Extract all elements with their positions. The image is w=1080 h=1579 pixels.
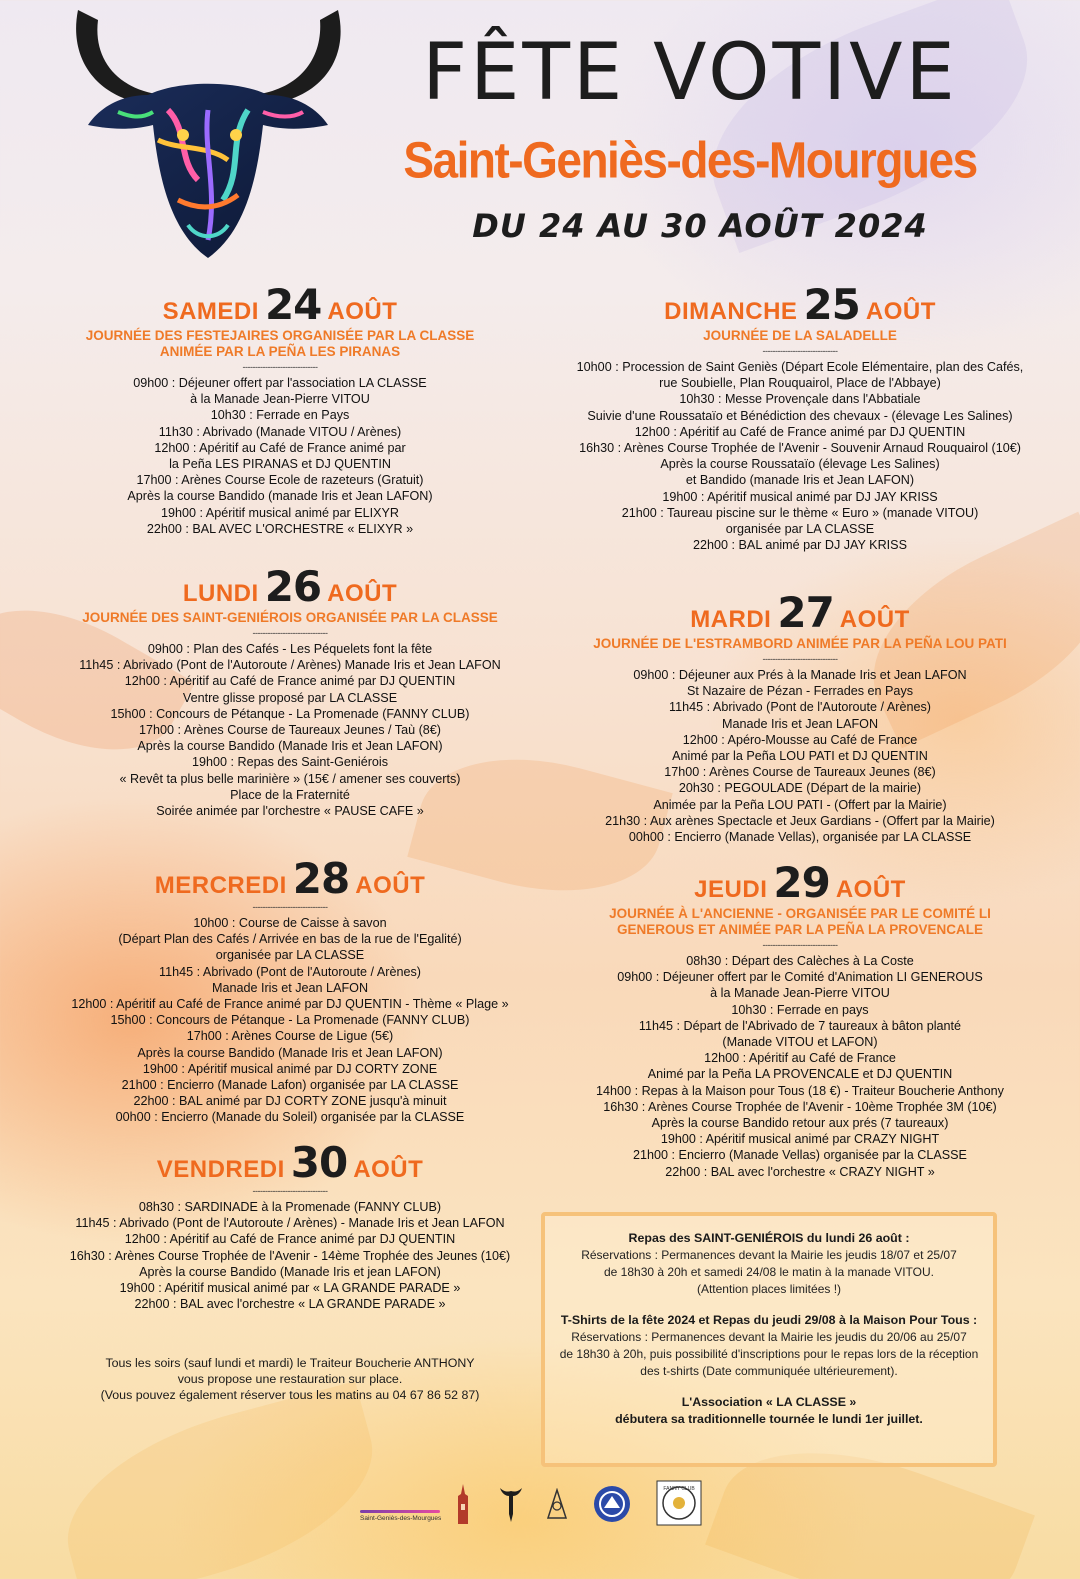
- schedule-line: 22h00 : BAL avec l'orchestre « CRAZY NIGHT »: [665, 1164, 935, 1179]
- day-block-vendredi: [20, 1138, 560, 1312]
- day-heading: [20, 280, 540, 329]
- schedule-line: rue Soubielle, Plan Rouquairol, Place de l'Abbaye): [659, 376, 941, 391]
- day-block-mercredi: [20, 854, 560, 1126]
- schedule-line: 08h30 : SARDINADE à la Promenade (FANNY CLUB): [138, 1200, 442, 1214]
- schedule-line: organisée par LA CLASSE: [725, 522, 875, 537]
- day-heading: [20, 562, 560, 611]
- schedule-line: Après la course Roussataïo (élevage Les Salines): [660, 457, 940, 472]
- month-name: AOÛT: [355, 872, 426, 899]
- schedule-list: [20, 641, 560, 819]
- schedule-line: (Manade VITOU et LAFON): [722, 1035, 878, 1050]
- schedule-line: 00h00 : Encierro (Manade du Soleil) organisée par la CLASSE: [115, 1110, 465, 1125]
- schedule-line: 11h45 : Abrivado (Pont de l'Autoroute / Arènes): [159, 964, 421, 979]
- town-logo: Saint-Geniès-des-Mourgues: [360, 1510, 440, 1522]
- schedule-line: 22h00 : BAL AVEC L'ORCHESTRE « ELIXYR »: [146, 521, 414, 536]
- day-name: MARDI: [690, 606, 772, 633]
- separator: ------------------------------: [252, 1186, 328, 1196]
- schedule-line: 10h00 : Course de Caisse à savon: [193, 916, 387, 930]
- schedule-line: St Nazaire de Pézan - Ferrades en Pays: [686, 684, 914, 699]
- schedule-list: [530, 359, 1070, 553]
- day-heading: [20, 854, 560, 903]
- repas-line: Réservations : Permanences devant la Mairie les jeudis 18/07 et 25/07: [581, 1248, 957, 1262]
- schedule-line: 17h00 : Arènes Course Ecole de razeteurs (Gratuit): [136, 473, 424, 488]
- schedule-line: 09h00 : Déjeuner aux Prés à la Manade Iris et Jean LAFON: [633, 668, 967, 682]
- schedule-line: 10h00 : Procession de Saint Geniès (Départ Ecole Elémentaire, plan des Cafés,: [576, 360, 1024, 374]
- bull-head-illustration: [58, 0, 358, 262]
- schedule-line: 09h00 : Déjeuner offert par l'association LA CLASSE: [133, 376, 427, 390]
- schedule-line: Animée par la Peña LOU PATI - (Offert par la Mairie): [653, 797, 947, 812]
- schedule-line: 15h00 : Concours de Pétanque - La Promenade (FANNY CLUB): [110, 1013, 470, 1028]
- association-title: L'Association « LA CLASSE »: [681, 1395, 857, 1409]
- day-subtitle: JOURNÉE DES SAINT-GENIÉROIS ORGANISÉE PAR LA CLASSE: [82, 610, 498, 625]
- schedule-line: (Départ Plan des Cafés / Arrivée en bas de la rue de l'Egalité): [118, 932, 462, 947]
- schedule-line: 12h00 : Apéritif au Café de France animé par DJ QUENTIN - Thème « Plage »: [71, 997, 509, 1012]
- schedule-line: 08h30 : Départ des Calèches à La Coste: [686, 954, 914, 968]
- schedule-line: 12h00 : Apéritif au Café de France animé par: [154, 440, 406, 455]
- schedule-line: 20h30 : PEGOULADE (Départ de la mairie): [678, 781, 922, 796]
- town-name: Saint-Geniès-des-Mourgues: [403, 131, 977, 189]
- schedule-line: 22h00 : BAL animé par DJ JAY KRISS: [693, 538, 907, 553]
- schedule-line: 17h00 : Arènes Course de Taureaux Jeunes / Taù (8€): [139, 723, 441, 738]
- schedule-line: 19h00 : Apéritif musical animé par ELIXYR: [160, 505, 399, 520]
- schedule-line: 19h00 : Apéritif musical animé par DJ CORTY ZONE: [142, 1061, 438, 1076]
- schedule-line: organisée par LA CLASSE: [215, 948, 365, 963]
- day-block-dimanche: [530, 280, 1070, 553]
- day-block-lundi: [20, 562, 560, 819]
- schedule-line: 11h45 : Départ de l'Abrivado de 7 taureaux à bâton planté: [638, 1018, 962, 1033]
- schedule-line: à la Manade Jean-Pierre VITOU: [710, 986, 890, 1001]
- schedule-line: Après la course Bandido retour aux prés (7 taureaux): [651, 1116, 949, 1131]
- schedule-line: 22h00 : BAL avec l'orchestre « LA GRANDE PARADE »: [134, 1297, 446, 1312]
- schedule-line: Animé par la Peña LA PROVENCALE et DJ QUENTIN: [647, 1067, 953, 1082]
- day-number: 28: [292, 854, 350, 903]
- fanny-club-logo: [656, 1480, 702, 1526]
- schedule-line: 15h00 : Concours de Pétanque - La Promenade (FANNY CLUB): [110, 706, 470, 721]
- schedule-line: Place de la Fraternité: [230, 787, 350, 802]
- schedule-line: 16h30 : Arènes Course Trophée de l'Avenir - 10ème Trophée 3M (10€): [603, 1099, 997, 1114]
- schedule-line: 11h30 : Abrivado (Manade VITOU / Arènes): [158, 424, 402, 439]
- schedule-line: 12h00 : Apéro-Mousse au Café de France: [682, 732, 918, 747]
- traiteur-note: Tous les soirs (sauf lundi et mardi) le Traiteur Boucherie ANTHONY vous propose une restauration sur place. (Vous pouvez également réserver tous les matins au 04 67 86 52 87): [100, 1356, 480, 1402]
- month-name: AOÛT: [835, 876, 906, 903]
- schedule-line: à la Manade Jean-Pierre VITOU: [190, 392, 370, 407]
- schedule-line: 09h00 : Plan des Cafés - Les Péquelets font la fête: [147, 642, 433, 656]
- association-line: débutera sa traditionnelle tournée le lundi 1er juillet.: [615, 1412, 923, 1426]
- schedule-line: la Peña LES PIRANAS et DJ QUENTIN: [169, 457, 391, 472]
- repas-line: de 18h30 à 20h et samedi 24/08 le matin à la manade VITOU.: [604, 1265, 934, 1279]
- day-block-mardi: [530, 588, 1070, 845]
- month-name: AOÛT: [865, 298, 936, 325]
- schedule-list: [20, 915, 560, 1126]
- sponsor-logos: [360, 1468, 720, 1548]
- day-name: SAMEDI: [162, 298, 259, 325]
- day-name: MERCREDI: [154, 872, 287, 899]
- reservation-info-box: [541, 1212, 997, 1467]
- schedule-line: 11h45 : Abrivado (Pont de l'Autoroute / Arènes): [669, 700, 931, 715]
- month-name: AOÛT: [839, 606, 910, 633]
- day-number: 27: [777, 588, 834, 637]
- schedule-line: 19h00 : Apéritif musical animé par « LA GRANDE PARADE »: [119, 1281, 461, 1296]
- day-name: LUNDI: [182, 580, 259, 607]
- day-subtitle: JOURNÉE À L'ANCIENNE - ORGANISÉE PAR LE COMITÉ LI GENEROUS ET ANIMÉE PAR LA PEÑA LA PROVENCALE: [609, 906, 991, 937]
- month-name: AOÛT: [327, 580, 398, 607]
- month-name: AOÛT: [327, 298, 398, 325]
- repas-line: (Attention places limitées !): [696, 1282, 842, 1296]
- day-number: 24: [264, 280, 322, 329]
- schedule-line: 17h00 : Arènes Course de Ligue (5€): [186, 1029, 394, 1044]
- separator: ------------------------------: [252, 628, 328, 638]
- schedule-line: 09h00 : Déjeuner offert par le Comité d'Animation LI GENEROUS: [617, 970, 983, 985]
- schedule-line: Après la course Bandido (Manade Iris et Jean LAFON): [137, 739, 443, 754]
- schedule-line: 16h30 : Arènes Course Trophée de l'Avenir - 14ème Trophée des Jeunes (10€): [69, 1248, 511, 1263]
- schedule-line: Manade Iris et Jean LAFON: [211, 980, 369, 995]
- schedule-line: 12h00 : Apéritif au Café de France animé par DJ QUENTIN: [124, 674, 456, 689]
- month-name: AOÛT: [353, 1156, 424, 1183]
- day-number: 25: [803, 280, 860, 329]
- day-name: DIMANCHE: [664, 298, 798, 325]
- decorative-leaf: [46, 1381, 394, 1579]
- day-number: 29: [773, 858, 830, 907]
- schedule-line: 11h45 : Abrivado (Pont de l'Autoroute / Arènes) Manade Iris et Jean LAFON: [79, 658, 501, 673]
- day-number: 26: [264, 562, 322, 611]
- schedule-line: 21h00 : Taureau piscine sur le thème « Euro » (manade VITOU): [621, 505, 979, 520]
- day-heading: [530, 858, 1070, 907]
- day-number: 30: [290, 1138, 348, 1187]
- day-subtitle: JOURNÉE DE L'ESTRAMBORD ANIMÉE PAR LA PEÑA LOU PATI: [593, 636, 1007, 651]
- day-subtitle: JOURNÉE DE LA SALADELLE: [703, 328, 897, 343]
- schedule-line: 11h45 : Abrivado (Pont de l'Autoroute / Arènes) - Manade Iris et Jean LAFON: [75, 1216, 505, 1231]
- day-name: VENDREDI: [156, 1156, 285, 1183]
- schedule-line: « Revêt ta plus belle marinière » (15€ / amener ses couverts): [119, 771, 461, 786]
- event-dates: DU 24 AU 30 AOÛT 2024: [472, 207, 928, 245]
- day-block-jeudi: [530, 858, 1070, 1180]
- schedule-line: Après la course Bandido (Manade Iris et jean LAFON): [139, 1264, 441, 1279]
- schedule-line: et Bandido (manade Iris et Jean LAFON): [685, 473, 915, 488]
- schedule-line: 19h00 : Apéritif musical animé par CRAZY NIGHT: [660, 1132, 940, 1147]
- schedule-line: 12h00 : Apéritif au Café de France animé par DJ QUENTIN: [634, 424, 966, 439]
- schedule-list: [530, 953, 1070, 1180]
- day-heading: [530, 280, 1070, 329]
- tshirt-line: Réservations : Permanences devant la Mairie les jeudis du 20/06 au 25/07: [571, 1330, 967, 1344]
- tshirt-line: de 18h30 à 20h, puis possibilité d'inscriptions pour le repas lors de la réception: [559, 1347, 979, 1361]
- repas-title: Repas des SAINT-GENIÉROIS du lundi 26 août :: [628, 1231, 910, 1245]
- tshirt-title: T-Shirts de la fête 2024 et Repas du jeudi 29/08 à la Maison Pour Tous :: [560, 1313, 978, 1327]
- schedule-line: 12h00 : Apéritif au Café de France animé par DJ QUENTIN: [124, 1232, 456, 1247]
- circle-emblem-icon: [592, 1484, 632, 1524]
- schedule-line: Soirée animée par l'orchestre « PAUSE CAFE »: [156, 804, 424, 819]
- poster-title: FÊTE VOTIVE: [422, 28, 958, 118]
- schedule-list: [530, 667, 1070, 845]
- schedule-line: 17h00 : Arènes Course de Taureaux Jeunes (8€): [664, 765, 936, 780]
- gardian-logo-icon: [544, 1488, 570, 1522]
- schedule-line: Après la course Bandido (manade Iris et Jean LAFON): [127, 489, 433, 504]
- church-logo-icon: [452, 1482, 474, 1526]
- day-subtitle: JOURNÉE DES FESTEJAIRES ORGANISÉE PAR LA CLASSE ANIMÉE PAR LA PEÑA LES PIRANAS: [85, 328, 475, 359]
- day-heading: [530, 588, 1070, 637]
- schedule-line: Ventre glisse proposé par LA CLASSE: [182, 690, 398, 705]
- schedule-line: 16h30 : Arènes Course Trophée de l'Avenir - Souvenir Arnaud Rouquairol (10€): [579, 441, 1021, 456]
- separator: ------------------------------: [242, 362, 318, 372]
- day-block-samedi: [20, 280, 540, 537]
- svg-text:FANNY CLUB: FANNY CLUB: [663, 1486, 695, 1492]
- day-heading: [20, 1138, 560, 1187]
- schedule-line: Animé par la Peña LOU PATI et DJ QUENTIN: [672, 749, 928, 764]
- schedule-line: 21h00 : Encierro (Manade Vellas) organisée par la CLASSE: [633, 1148, 967, 1163]
- schedule-line: 21h00 : Encierro (Manade Lafon) organisée par LA CLASSE: [121, 1078, 459, 1093]
- schedule-line: 00h00 : Encierro (Manade Vellas), organisée par LA CLASSE: [628, 830, 972, 845]
- separator: ------------------------------: [762, 346, 838, 356]
- bull-emblem-icon: [498, 1484, 524, 1524]
- schedule-line: 12h00 : Apéritif au Café de France: [704, 1051, 896, 1066]
- day-name: JEUDI: [694, 876, 768, 903]
- schedule-line: 10h30 : Messe Provençale dans l'Abbatiale: [679, 392, 921, 407]
- schedule-line: Suivie d'une Roussataïo et Bénédiction des chevaux - (élevage Les Salines): [587, 408, 1013, 423]
- schedule-line: 10h30 : Ferrade en Pays: [210, 408, 350, 423]
- schedule-line: 22h00 : BAL animé par DJ CORTY ZONE jusqu'à minuit: [133, 1094, 447, 1109]
- schedule-line: 21h30 : Aux arènes Spectacle et Jeux Gardians - (Offert par la Mairie): [605, 813, 995, 828]
- separator: ------------------------------: [252, 902, 328, 912]
- schedule-list: [20, 375, 540, 537]
- tshirt-line: des t-shirts (Date communiquée ultérieurement).: [640, 1364, 898, 1378]
- schedule-line: Manade Iris et Jean LAFON: [721, 716, 879, 731]
- schedule-line: 19h00 : Apéritif musical animé par DJ JAY KRISS: [662, 489, 938, 504]
- schedule-list: [20, 1199, 560, 1312]
- schedule-line: 14h00 : Repas à la Maison pour Tous (18 €) - Traiteur Boucherie Anthony: [596, 1083, 1004, 1098]
- separator: ------------------------------: [762, 940, 838, 950]
- schedule-line: 19h00 : Repas des Saint-Geniérois: [191, 755, 389, 770]
- schedule-line: Après la course Bandido (Manade Iris et Jean LAFON): [137, 1045, 443, 1060]
- separator: ------------------------------: [762, 654, 838, 664]
- schedule-line: 10h30 : Ferrade en pays: [731, 1002, 869, 1017]
